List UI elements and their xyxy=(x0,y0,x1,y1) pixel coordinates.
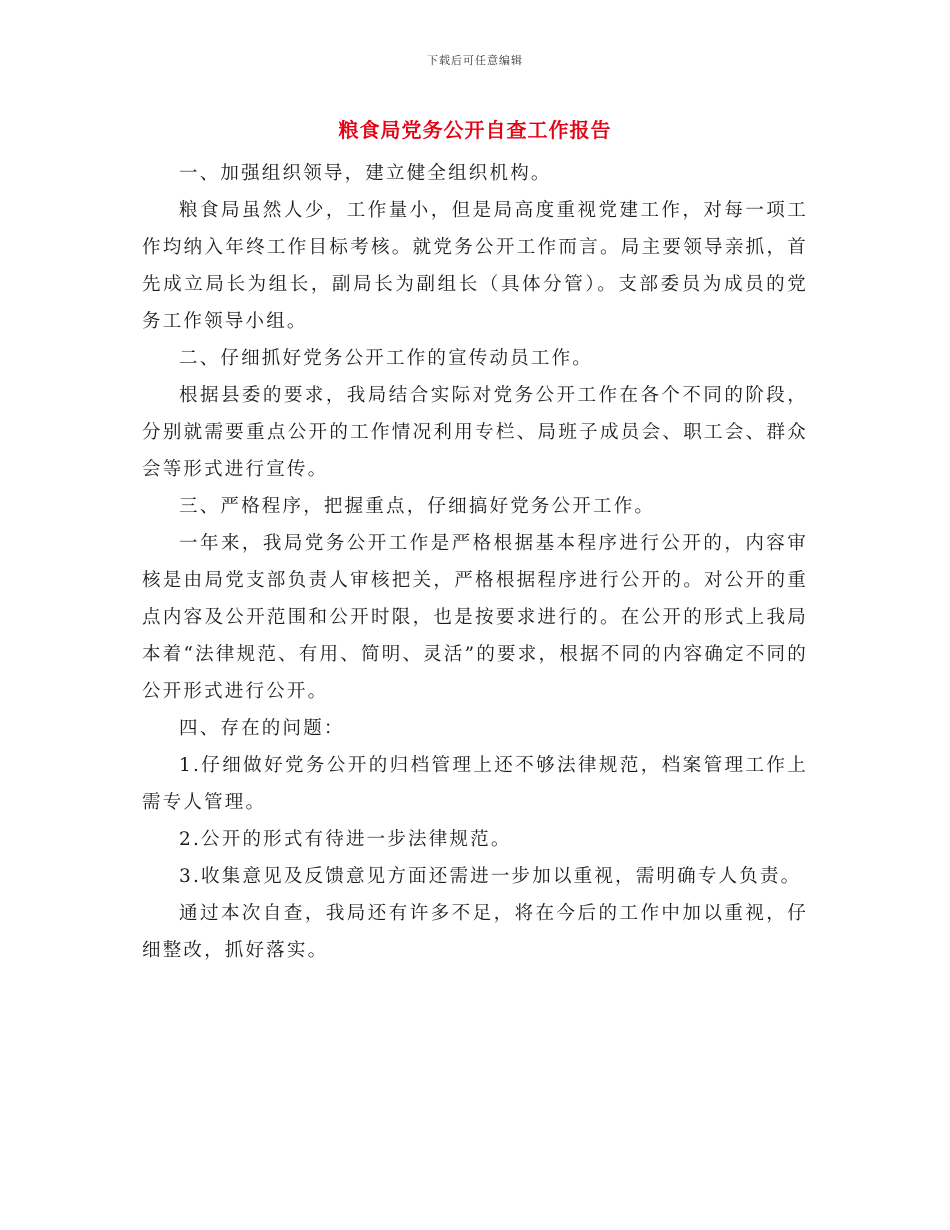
download-note: 下载后可任意编辑 xyxy=(427,54,523,67)
issue-item-2: 2.公开的形式有待进一步法律规范。 xyxy=(179,829,512,850)
section-heading-2: 二、仔细抓好党务公开工作的宣传动员工作。 xyxy=(179,348,594,369)
conclusion-paragraph: 通过本次自查，我局还有许多不足，将在今后的工作中加以重视，仔细整改，抓好落实。 xyxy=(142,903,808,961)
section-heading-3: 三、严格程序，把握重点，仔细搞好党务公开工作。 xyxy=(179,496,656,517)
section-heading-4: 四、存在的问题： xyxy=(179,718,345,739)
issue-item-3: 3.收集意见及反馈意见方面还需进一步加以重视，需明确专人负责。 xyxy=(179,866,802,887)
document-title: 粮食局党务公开自查工作报告 xyxy=(338,118,612,142)
paragraph-3: 一年来，我局党务公开工作是严格根据基本程序进行公开的，内容审核是由局党支部负责人审核把关，严格根据程序进行公开的。对公开的重点内容及公开范围和公开时限，也是按要求进行的。在公开的形式上我局本着“法律规范、有用、简明、灵活”的要求，根据不同的内容确定不同的公开形式进行公开。 xyxy=(142,533,808,702)
paragraph-1: 粮食局虽然人少，工作量小，但是局高度重视党建工作，对每一项工作均纳入年终工作目标考核。就党务公开工作而言。局主要领导亲抓，首先成立局长为组长，副局长为副组长（具体分管）。支部委员为成员的党务工作领导小组。 xyxy=(142,200,808,332)
issue-item-1: 1.仔细做好党务公开的归档管理上还不够法律规范，档案管理工作上需专人管理。 xyxy=(142,755,808,813)
section-heading-1: 一、加强组织领导，建立健全组织机构。 xyxy=(179,163,552,184)
document-body xyxy=(142,155,808,969)
paragraph-2: 根据县委的要求，我局结合实际对党务公开工作在各个不同的阶段，分别就需要重点公开的工作情况利用专栏、局班子成员会、职工会、群众会等形式进行宣传。 xyxy=(142,385,808,480)
